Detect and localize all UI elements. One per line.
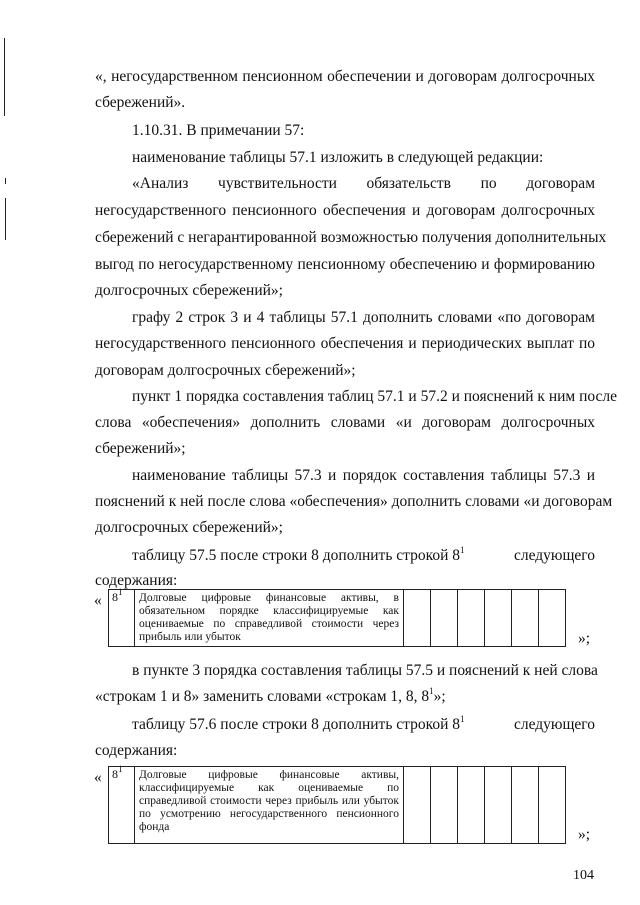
text-line: сбережений». xyxy=(95,94,186,111)
text-line: пояснений к ней после слова «обеспечения» дополнить словами «и договорам xyxy=(95,493,613,510)
text-line: 1.10.31. В примечании 57: xyxy=(132,122,305,139)
inserted-table-row xyxy=(108,766,566,844)
text-line: наименование таблицы 57.3 и порядок составления таблицы 57.3 и xyxy=(132,467,595,484)
text-line: негосударственного пенсионного обеспечения и договорам долгосрочных xyxy=(95,202,595,219)
scan-edge-mark xyxy=(5,198,6,240)
empty-cell xyxy=(404,590,431,647)
empty-cell xyxy=(485,767,512,844)
text-line: долгосрочных сбережений»; xyxy=(95,519,283,536)
text-line: содержания: xyxy=(95,742,178,759)
empty-cell xyxy=(485,590,512,647)
empty-cell xyxy=(431,767,458,844)
text-fragment: следующего xyxy=(513,547,595,564)
text-line: негосударственного пенсионного обеспечения и периодических выплат по xyxy=(95,335,595,352)
empty-cell xyxy=(539,767,566,844)
row-description: Долговые цифровые финансовые активы, классифицируемые как оцениваемые по справедливой стоимости через прибыль или убыток по усмотрению негосударственного пенсионного фонда xyxy=(135,767,404,844)
empty-cell xyxy=(458,767,485,844)
open-quote: « xyxy=(94,592,102,609)
text-line: слова «обеспечения» дополнить словами «и договорам долгосрочных xyxy=(95,414,595,431)
close-quote: »; xyxy=(578,826,591,843)
page-number: 104 xyxy=(573,868,594,883)
text-line: наименование таблицы 57.1 изложить в следующей редакции: xyxy=(132,149,544,166)
text-fragment: таблицу 57.5 после строки 8 дополнить строкой $8^1$ xyxy=(132,544,465,564)
scan-edge-mark xyxy=(5,178,6,184)
empty-cell xyxy=(458,590,485,647)
row-number: $8^1$ xyxy=(109,590,135,647)
open-quote: « xyxy=(94,769,102,786)
empty-cell xyxy=(431,590,458,647)
scan-edge-mark xyxy=(4,38,5,116)
inserted-table-row xyxy=(108,589,566,647)
text-line: выгод по негосударственному пенсионному обеспечению и формированию xyxy=(95,256,595,273)
text-line: графу 2 строк 3 и 4 таблицы 57.1 дополнить словами «по договорам xyxy=(132,309,595,326)
row-number: $8^1$ xyxy=(109,767,135,844)
empty-cell xyxy=(512,767,539,844)
text-fragment: следующего xyxy=(513,716,595,733)
text-line: содержания: xyxy=(95,572,178,589)
empty-cell xyxy=(539,590,566,647)
text-fragment: таблицу 57.6 после строки 8 дополнить строкой $8^1$ xyxy=(132,713,465,733)
text-line: сбережений»; xyxy=(95,440,186,457)
text-line: долгосрочных сбережений»; xyxy=(95,282,283,299)
text-line: пункт 1 порядка составления таблиц 57.1 и 57.2 и пояснений к ним после xyxy=(132,388,618,405)
row-description: Долговые цифровые финансовые активы, в обязательном порядке классифицируемые как оцениваемые по справедливой стоимости через прибыль или убыток xyxy=(135,590,404,647)
text-line: договорам долгосрочных сбережений»; xyxy=(95,362,356,379)
close-quote: »; xyxy=(578,630,591,647)
text-line: «, негосударственном пенсионном обеспечении и договорам долгосрочных xyxy=(95,68,595,85)
empty-cell xyxy=(512,590,539,647)
text-line xyxy=(132,715,595,735)
text-line xyxy=(132,546,595,566)
text-line: «строкам 1 и 8» заменить словами «строкам 1, 8, $8^1$»; xyxy=(95,685,446,705)
text-line: в пункте 3 порядка составления таблицы 57.5 и пояснений к ней слова xyxy=(132,662,598,679)
text-line: «Анализ чувствительности обязательств по договорам xyxy=(132,175,595,192)
text-line: сбережений с негарантированной возможностью получения дополнительных xyxy=(95,229,607,246)
empty-cell xyxy=(404,767,431,844)
